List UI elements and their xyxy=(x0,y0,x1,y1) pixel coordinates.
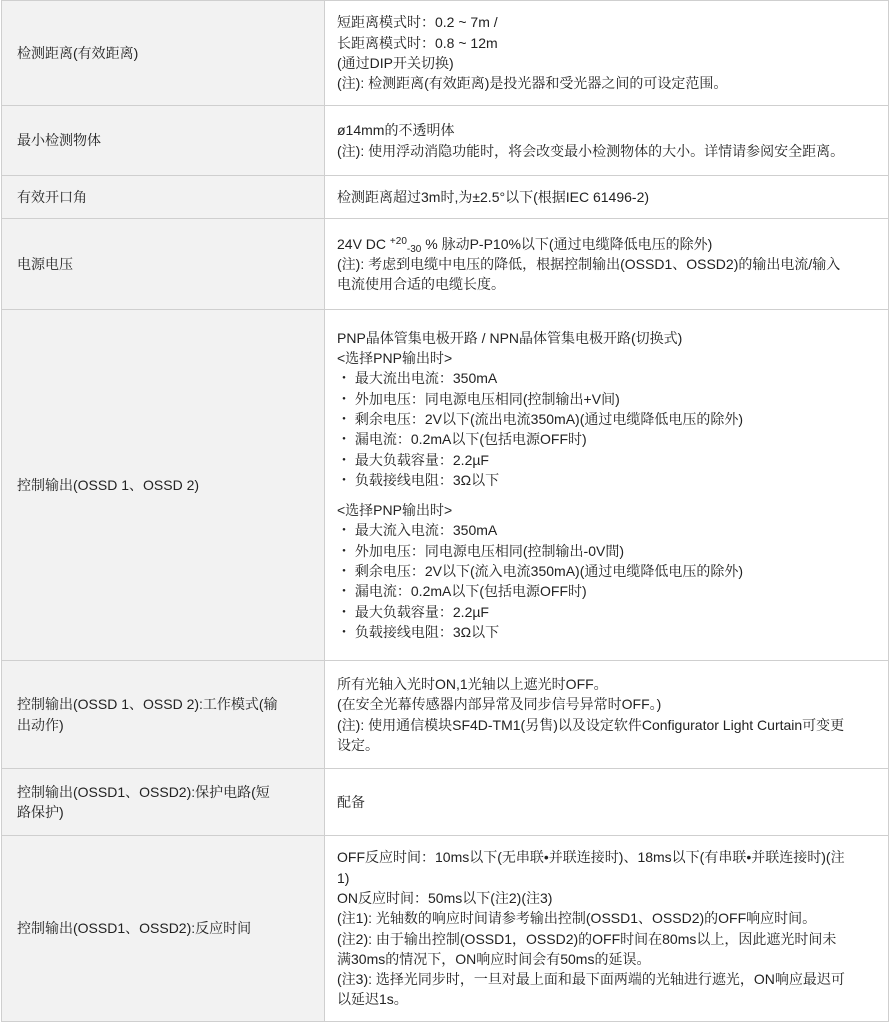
list-item: ・ 漏电流：0.2mA以下(包括电源OFF时) xyxy=(337,583,587,600)
row-value xyxy=(325,769,889,836)
row-value xyxy=(325,106,889,176)
text-line: 电流使用合适的电缆长度。 xyxy=(337,276,505,293)
text-line: ON反应时间：50ms以下(注2)(注3) xyxy=(337,889,553,906)
text-line: 短距离模式时：0.2 ~ 7m / xyxy=(337,14,498,31)
list-item: ・ 最大流入电流：350mA xyxy=(337,522,498,539)
table-row xyxy=(2,219,889,310)
table-row xyxy=(2,310,889,661)
list-item: ・ 最大负载容量：2.2µF xyxy=(337,451,489,468)
text-line: 检测距离超过3m时,为±2.5°以下(根据IEC 61496-2) xyxy=(337,188,650,205)
text-line: 1) xyxy=(337,869,350,886)
text-line: 长距离模式时：0.8 ~ 12m xyxy=(337,34,498,51)
voltage-line xyxy=(337,234,876,254)
list-item: ・ 漏电流：0.2mA以下(包括电源OFF时) xyxy=(337,431,587,448)
list-item: ・ 负载接线电阻：3Ω以下 xyxy=(337,471,500,488)
table-row xyxy=(2,1,889,106)
row-value xyxy=(325,176,889,219)
label-line: 出动作) xyxy=(17,716,64,733)
row-label xyxy=(2,661,325,769)
list-item: ・ 最大负载容量：2.2µF xyxy=(337,603,489,620)
voltage-prefix: 24V DC xyxy=(337,235,390,252)
table-row xyxy=(2,836,889,1022)
text-line: <选择PNP输出时> xyxy=(337,350,453,367)
text-line: (注): 检测距离(有效距离)是投光器和受光器之间的可设定范围。 xyxy=(337,75,728,92)
label-line: 控制输出(OSSD1、OSSD2):保护电路(短 xyxy=(17,783,270,800)
paragraph-gap xyxy=(337,490,876,500)
text-line: 配备 xyxy=(337,793,365,810)
text-line: (注2): 由于输出控制(OSSD1，OSSD2)的OFF时间在80ms以上，因此遮光时间未 xyxy=(337,930,837,947)
list-item: ・ 外加电压：同电源电压相同(控制输出+V间) xyxy=(337,390,620,407)
row-label xyxy=(2,769,325,836)
row-label: 检测距离(有效距离) xyxy=(2,1,325,106)
row-label: 控制输出(OSSD 1、OSSD 2) xyxy=(2,310,325,661)
row-label: 有效开口角 xyxy=(2,176,325,219)
text-line: (注3): 选择光同步时，一旦对最上面和最下面两端的光轴进行遮光，ON响应最迟可 xyxy=(337,971,845,988)
row-label: 控制输出(OSSD1、OSSD2):反应时间 xyxy=(2,836,325,1022)
voltage-tolerance-plus: +20 xyxy=(389,235,407,247)
text-line: (注): 考虑到电缆中电压的降低，根据控制输出(OSSD1、OSSD2)的输出电流/输入 xyxy=(337,255,841,272)
text-line: (注1): 光轴数的响应时间请参考输出控制(OSSD1、OSSD2)的OFF响应时间。 xyxy=(337,910,817,927)
text-line: 设定。 xyxy=(337,736,379,753)
voltage-tolerance-minus: -30 xyxy=(406,243,422,255)
list-item: ・ 负载接线电阻：3Ω以下 xyxy=(337,623,500,640)
table-row xyxy=(2,769,889,836)
text-line: 所有光轴入光时ON,1光轴以上遮光时OFF。 xyxy=(337,675,608,692)
list-item: ・ 剩余电压：2V以下(流出电流350mA)(通过电缆降低电压的除外) xyxy=(337,410,744,427)
table-row xyxy=(2,176,889,219)
text-line: ø14mm的不透明体 xyxy=(337,122,455,139)
row-value xyxy=(325,219,889,310)
voltage-suffix: % 脉动P-P10%以下(通过电缆降低电压的除外) xyxy=(421,235,713,252)
text-line: (在安全光幕传感器内部异常及同步信号异常时OFF。) xyxy=(337,696,662,713)
row-value xyxy=(325,836,889,1022)
text-line: <选择PNP输出时> xyxy=(337,502,453,519)
table-row xyxy=(2,106,889,176)
table-row xyxy=(2,661,889,769)
text-line: (通过DIP开关切换) xyxy=(337,55,454,71)
text-line: OFF反应时间：10ms以下(无串联•并联连接时)、18ms以下(有串联•并联连接时)(注 xyxy=(337,849,845,866)
label-line: 路保护) xyxy=(17,804,64,820)
spec-table xyxy=(1,0,889,1022)
text-line: 以延迟1s。 xyxy=(337,991,408,1008)
row-value xyxy=(325,661,889,769)
text-line: 满30ms的情况下，ON响应时间会有50ms的延误。 xyxy=(337,950,651,967)
text-line: PNP晶体管集电极开路 / NPN晶体管集电极开路(切换式) xyxy=(337,329,683,346)
row-label: 电源电压 xyxy=(2,219,325,310)
label-line: 控制输出(OSSD 1、OSSD 2):工作模式(输 xyxy=(17,696,278,713)
list-item: ・ 剩余电压：2V以下(流入电流350mA)(通过电缆降低电压的除外) xyxy=(337,563,744,580)
row-value xyxy=(325,310,889,661)
row-value xyxy=(325,1,889,106)
text-line: (注): 使用浮动消隐功能时，将会改变最小检测物体的大小。详情请参阅安全距离。 xyxy=(337,142,845,159)
list-item: ・ 最大流出电流：350mA xyxy=(337,370,498,387)
row-label: 最小检测物体 xyxy=(2,106,325,176)
text-line: (注): 使用通信模块SF4D-TM1(另售)以及设定软件Configurator Light Curtain可变更 xyxy=(337,716,845,733)
list-item: ・ 外加电压：同电源电压相同(控制输出-0V間) xyxy=(337,542,624,559)
